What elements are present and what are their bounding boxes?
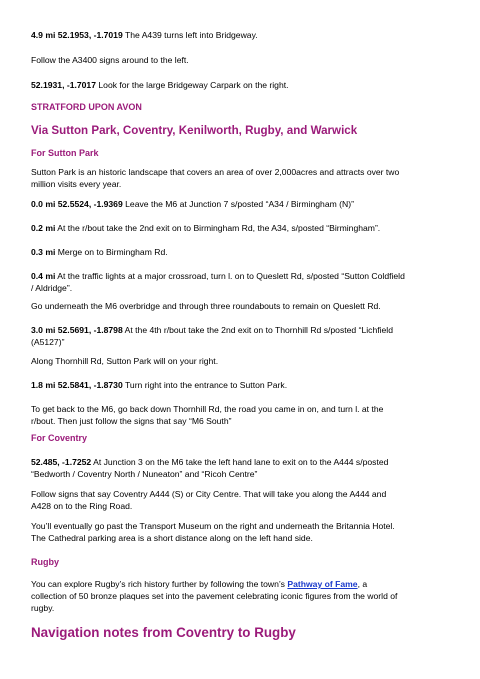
route-coordinates: 0.2 mi — [31, 223, 56, 233]
route-step — [31, 379, 451, 391]
route-instruction: Merge on to Birmingham Rd. — [55, 247, 168, 257]
route-coordinates: 0.0 mi 52.5524, -1.9369 — [31, 199, 123, 209]
pathway-of-fame-link[interactable]: Pathway of Fame — [287, 579, 358, 589]
route-note: Along Thornhill Rd, Sutton Park will on your right. — [31, 356, 219, 366]
route-coordinates: 52.485, -1.7252 — [31, 457, 92, 467]
paragraph-line: The Cathedral parking area is a short distance along on the left hand side. — [31, 533, 313, 543]
paragraph — [31, 403, 451, 427]
paragraph-line: You’ll eventually go past the Transport Museum on the right and underneath the Britannia Hotel. — [31, 521, 395, 531]
route-step — [31, 324, 451, 348]
route-coordinates: 0.3 mi — [31, 247, 56, 257]
paragraph — [31, 520, 451, 544]
paragraph-line: million visits every year. — [31, 179, 122, 189]
route-instruction: At the 4th r/bout take the 2nd exit on to Thornhill Rd s/posted “Lichfield — [122, 325, 393, 335]
paragraph-line: collection of 50 bronze plaques set into the pavement celebrating iconic figures from the world of — [31, 591, 398, 601]
route-step — [31, 222, 451, 234]
route-step — [31, 79, 451, 91]
section-heading-via: Via Sutton Park, Coventry, Kenilworth, Rugby, and Warwick — [31, 124, 358, 137]
paragraph-line: Sutton Park is an historic landscape that covers an area of over 2,000acres and attracts over two — [31, 167, 400, 177]
paragraph — [31, 166, 451, 190]
route-step — [31, 270, 451, 294]
paragraph-line: A428 on to the Ring Road. — [31, 501, 133, 511]
route-instruction-cont: (A5127)” — [31, 337, 65, 347]
paragraph — [31, 578, 451, 614]
route-step — [31, 456, 451, 480]
route-instruction-cont: / Aldridge”. — [31, 283, 73, 293]
subheading-coventry: For Coventry — [31, 433, 88, 443]
paragraph-line: Follow signs that say Coventry A444 (S) or City Centre. That will take you along the A444 and — [31, 489, 387, 499]
paragraph-line: r/bout. Then just follow the signs that say “M6 South” — [31, 416, 232, 426]
route-step — [31, 246, 451, 258]
route-instruction: Look for the large Bridgeway Carpark on the right. — [96, 80, 289, 90]
route-coordinates: 52.1931, -1.7017 — [31, 80, 96, 90]
paragraph-line: To get back to the M6, go back down Thornhill Rd, the road you came in on, and turn l. at the — [31, 404, 384, 414]
route-instruction: At the traffic lights at a major crossroad, turn l. on to Queslett Rd, s/posted “Sutton Coldfield — [55, 271, 405, 281]
route-instruction: Turn right into the entrance to Sutton Park. — [122, 380, 288, 390]
route-instruction: The A439 turns left into Bridgeway. — [122, 30, 258, 40]
route-instruction: Leave the M6 at Junction 7 s/posted “A34 / Birmingham (N)” — [122, 199, 354, 209]
route-instruction: At Junction 3 on the M6 take the left hand lane to exit on to the A444 s/posted — [91, 457, 389, 467]
subheading-rugby: Rugby — [31, 557, 59, 567]
route-coordinates: 0.4 mi — [31, 271, 56, 281]
route-instruction-cont: “Bedworth / Coventry North / Nuneaton” and “Ricoh Centre” — [31, 469, 258, 479]
paragraph-line: rugby. — [31, 603, 55, 613]
paragraph-text: You can explore Rugby’s rich history further by following the town’s — [31, 579, 288, 589]
route-coordinates: 3.0 mi 52.5691, -1.8798 — [31, 325, 123, 335]
section-heading-stratford: STRATFORD UPON AVON — [31, 102, 142, 112]
route-step — [31, 198, 451, 210]
route-step — [31, 29, 451, 41]
route-coordinates: 4.9 mi 52.1953, -1.7019 — [31, 30, 123, 40]
paragraph-text: , a — [357, 579, 368, 589]
route-coordinates: 1.8 mi 52.5841, -1.8730 — [31, 380, 123, 390]
section-heading-navigation: Navigation notes from Coventry to Rugby — [31, 625, 296, 640]
subheading-sutton-park: For Sutton Park — [31, 148, 99, 158]
paragraph — [31, 488, 451, 512]
route-note: Go underneath the M6 overbridge and through three roundabouts to remain on Queslett Rd. — [31, 301, 381, 311]
route-note: Follow the A3400 signs around to the left. — [31, 55, 189, 65]
route-instruction: At the r/bout take the 2nd exit on to Birmingham Rd, the A34, s/posted “Birmingham”. — [55, 223, 381, 233]
